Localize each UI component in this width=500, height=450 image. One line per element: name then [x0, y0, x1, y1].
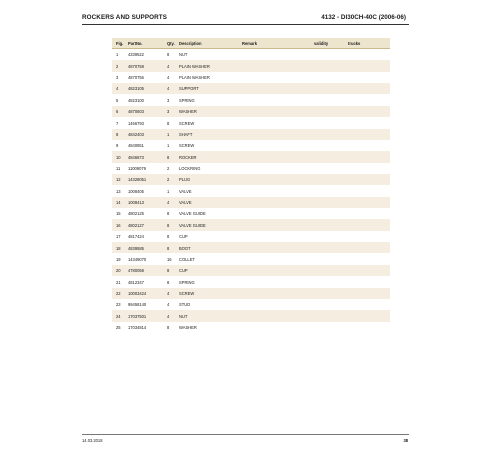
cell-partno: 4817424	[128, 234, 144, 240]
table-row	[112, 265, 390, 276]
table-row	[112, 299, 390, 310]
cell-qty: 8	[167, 245, 170, 251]
table-row	[112, 231, 390, 242]
cell-fig: 19	[116, 256, 121, 262]
table-row	[112, 151, 390, 162]
cell-fig: 16	[116, 222, 121, 228]
cell-fig: 3	[116, 75, 119, 81]
col-validity: validity	[314, 40, 329, 46]
footer-divider	[82, 434, 409, 435]
cell-description: SCREW	[179, 143, 195, 149]
cell-description: SPRING	[179, 97, 195, 103]
cell-qty: 8	[167, 120, 170, 126]
cell-fig: 1	[116, 52, 119, 58]
cell-fig: 13	[116, 188, 121, 194]
cell-fig: 10	[116, 154, 121, 160]
table-row	[112, 49, 390, 60]
header-divider	[82, 24, 409, 25]
cell-partno: 1008413	[128, 200, 144, 206]
table-row	[112, 242, 390, 253]
table-row	[112, 197, 390, 208]
cell-qty: 4	[167, 200, 170, 206]
cell-description: ROCKER	[179, 154, 197, 160]
cell-qty: 4	[167, 63, 170, 69]
section-title: ROCKERS AND SUPPORTS	[82, 14, 168, 21]
cell-fig: 6	[116, 109, 119, 115]
cell-partno: 4823100	[128, 97, 144, 103]
cell-description: VALVE GUIDE	[179, 211, 206, 217]
page-number: 38	[403, 438, 408, 443]
cell-qty: 8	[167, 234, 170, 240]
cell-partno: 4870758	[128, 63, 144, 69]
col-fig: Fig.	[116, 40, 124, 46]
table-row	[112, 322, 390, 333]
cell-partno: 99458140	[128, 302, 147, 308]
cell-description: SCREW	[179, 120, 195, 126]
cell-description: WASHER	[179, 325, 197, 331]
cell-qty: 2	[167, 177, 170, 183]
cell-partno: 4839585	[128, 245, 144, 251]
cell-partno: 4812347	[128, 279, 144, 285]
cell-partno: 11009079	[128, 165, 146, 171]
cell-qty: 8	[167, 52, 170, 58]
cell-qty: 8	[167, 154, 170, 160]
cell-qty: 8	[167, 222, 170, 228]
table-row	[112, 253, 390, 264]
cell-description: CUP	[179, 268, 188, 274]
cell-qty: 2	[167, 165, 170, 171]
cell-partno: 10003424	[128, 290, 147, 296]
col-description: Description	[179, 40, 202, 46]
cell-partno: 1466793	[128, 120, 144, 126]
col-qty: Qty.	[167, 40, 175, 46]
cell-fig: 18	[116, 245, 121, 251]
table-row	[112, 163, 390, 174]
table-row	[112, 94, 390, 105]
cell-partno: 4842403	[128, 131, 144, 137]
cell-fig: 9	[116, 143, 119, 149]
cell-fig: 21	[116, 279, 121, 285]
cell-fig: 5	[116, 97, 119, 103]
col-trucks: trucks	[348, 40, 361, 46]
cell-qty: 3	[167, 97, 170, 103]
cell-description: PLUG	[179, 177, 191, 183]
model-title: 4132 - DI30CH-40C (2006-06)	[321, 14, 406, 21]
cell-fig: 23	[116, 302, 121, 308]
cell-qty: 4	[167, 313, 170, 319]
cell-description: VALVE	[179, 188, 192, 194]
table-row	[112, 129, 390, 140]
cell-fig: 14	[116, 200, 121, 206]
col-partno: PartNo.	[128, 40, 143, 46]
table-row	[112, 208, 390, 219]
cell-description: BOOT	[179, 245, 191, 251]
table-row	[112, 106, 390, 117]
cell-description: SUPPORT	[179, 86, 199, 92]
cell-qty: 1	[167, 188, 170, 194]
table-row	[112, 174, 390, 185]
cell-fig: 15	[116, 211, 121, 217]
cell-qty: 8	[167, 268, 170, 274]
cell-fig: 8	[116, 131, 119, 137]
cell-description: SCREW	[179, 290, 195, 296]
cell-description: COLLET	[179, 256, 195, 262]
table-row	[112, 276, 390, 287]
cell-qty: 8	[167, 211, 170, 217]
cell-qty: 3	[167, 109, 170, 115]
cell-qty: 4	[167, 75, 170, 81]
cell-fig: 25	[116, 325, 121, 331]
table-row	[112, 310, 390, 321]
cell-qty: 8	[167, 325, 170, 331]
cell-description: PLAIN WASHER	[179, 75, 210, 81]
cell-partno: 4870603	[128, 109, 144, 115]
col-remark: Remark	[242, 40, 258, 46]
cell-qty: 4	[167, 302, 170, 308]
cell-description: PLAIN WASHER	[179, 63, 210, 69]
cell-partno: 17037501	[128, 313, 147, 319]
table-row	[112, 288, 390, 299]
cell-qty: 16	[167, 256, 172, 262]
cell-partno: 4823105	[128, 86, 144, 92]
cell-partno: 17034814	[128, 325, 147, 331]
cell-fig: 12	[116, 177, 121, 183]
cell-description: STUD	[179, 302, 191, 308]
cell-description: LOCKRING	[179, 165, 201, 171]
table-header	[112, 38, 390, 49]
cell-partno: 4780058	[128, 268, 144, 274]
cell-fig: 20	[116, 268, 121, 274]
table-body	[112, 49, 390, 333]
cell-partno: 4840851	[128, 143, 144, 149]
cell-fig: 11	[116, 165, 121, 171]
cell-partno: 14349070	[128, 256, 147, 262]
cell-qty: 1	[167, 143, 170, 149]
cell-fig: 22	[116, 290, 121, 296]
table-row	[112, 117, 390, 128]
footer-date: 14.03.2018	[82, 438, 103, 443]
cell-description: VALVE	[179, 200, 192, 206]
cell-partno: 4846873	[128, 154, 144, 160]
cell-description: SPRING	[179, 279, 195, 285]
cell-partno: 4870756	[128, 75, 144, 81]
cell-description: VALVE GUIDE	[179, 222, 206, 228]
cell-partno: 14328051	[128, 177, 147, 183]
cell-qty: 1	[167, 131, 170, 137]
table-row	[112, 185, 390, 196]
cell-description: SHAFT	[179, 131, 193, 137]
cell-partno: 4802127	[128, 222, 144, 228]
table-row	[112, 83, 390, 94]
table-row	[112, 60, 390, 71]
cell-description: NUT	[179, 52, 188, 58]
cell-qty: 8	[167, 279, 170, 285]
cell-description: CUP	[179, 234, 188, 240]
cell-description: NUT	[179, 313, 188, 319]
cell-qty: 4	[167, 86, 170, 92]
cell-partno: 1008405	[128, 188, 144, 194]
table-row	[112, 219, 390, 230]
cell-fig: 4	[116, 86, 119, 92]
cell-fig: 24	[116, 313, 121, 319]
cell-fig: 2	[116, 63, 119, 69]
table-row	[112, 72, 390, 83]
cell-description: WASHER	[179, 109, 197, 115]
cell-partno: 4339522	[128, 52, 144, 58]
parts-table	[112, 38, 390, 333]
cell-fig: 17	[116, 234, 121, 240]
cell-qty: 4	[167, 290, 170, 296]
table-row	[112, 140, 390, 151]
cell-partno: 4802125	[128, 211, 144, 217]
cell-fig: 7	[116, 120, 119, 126]
